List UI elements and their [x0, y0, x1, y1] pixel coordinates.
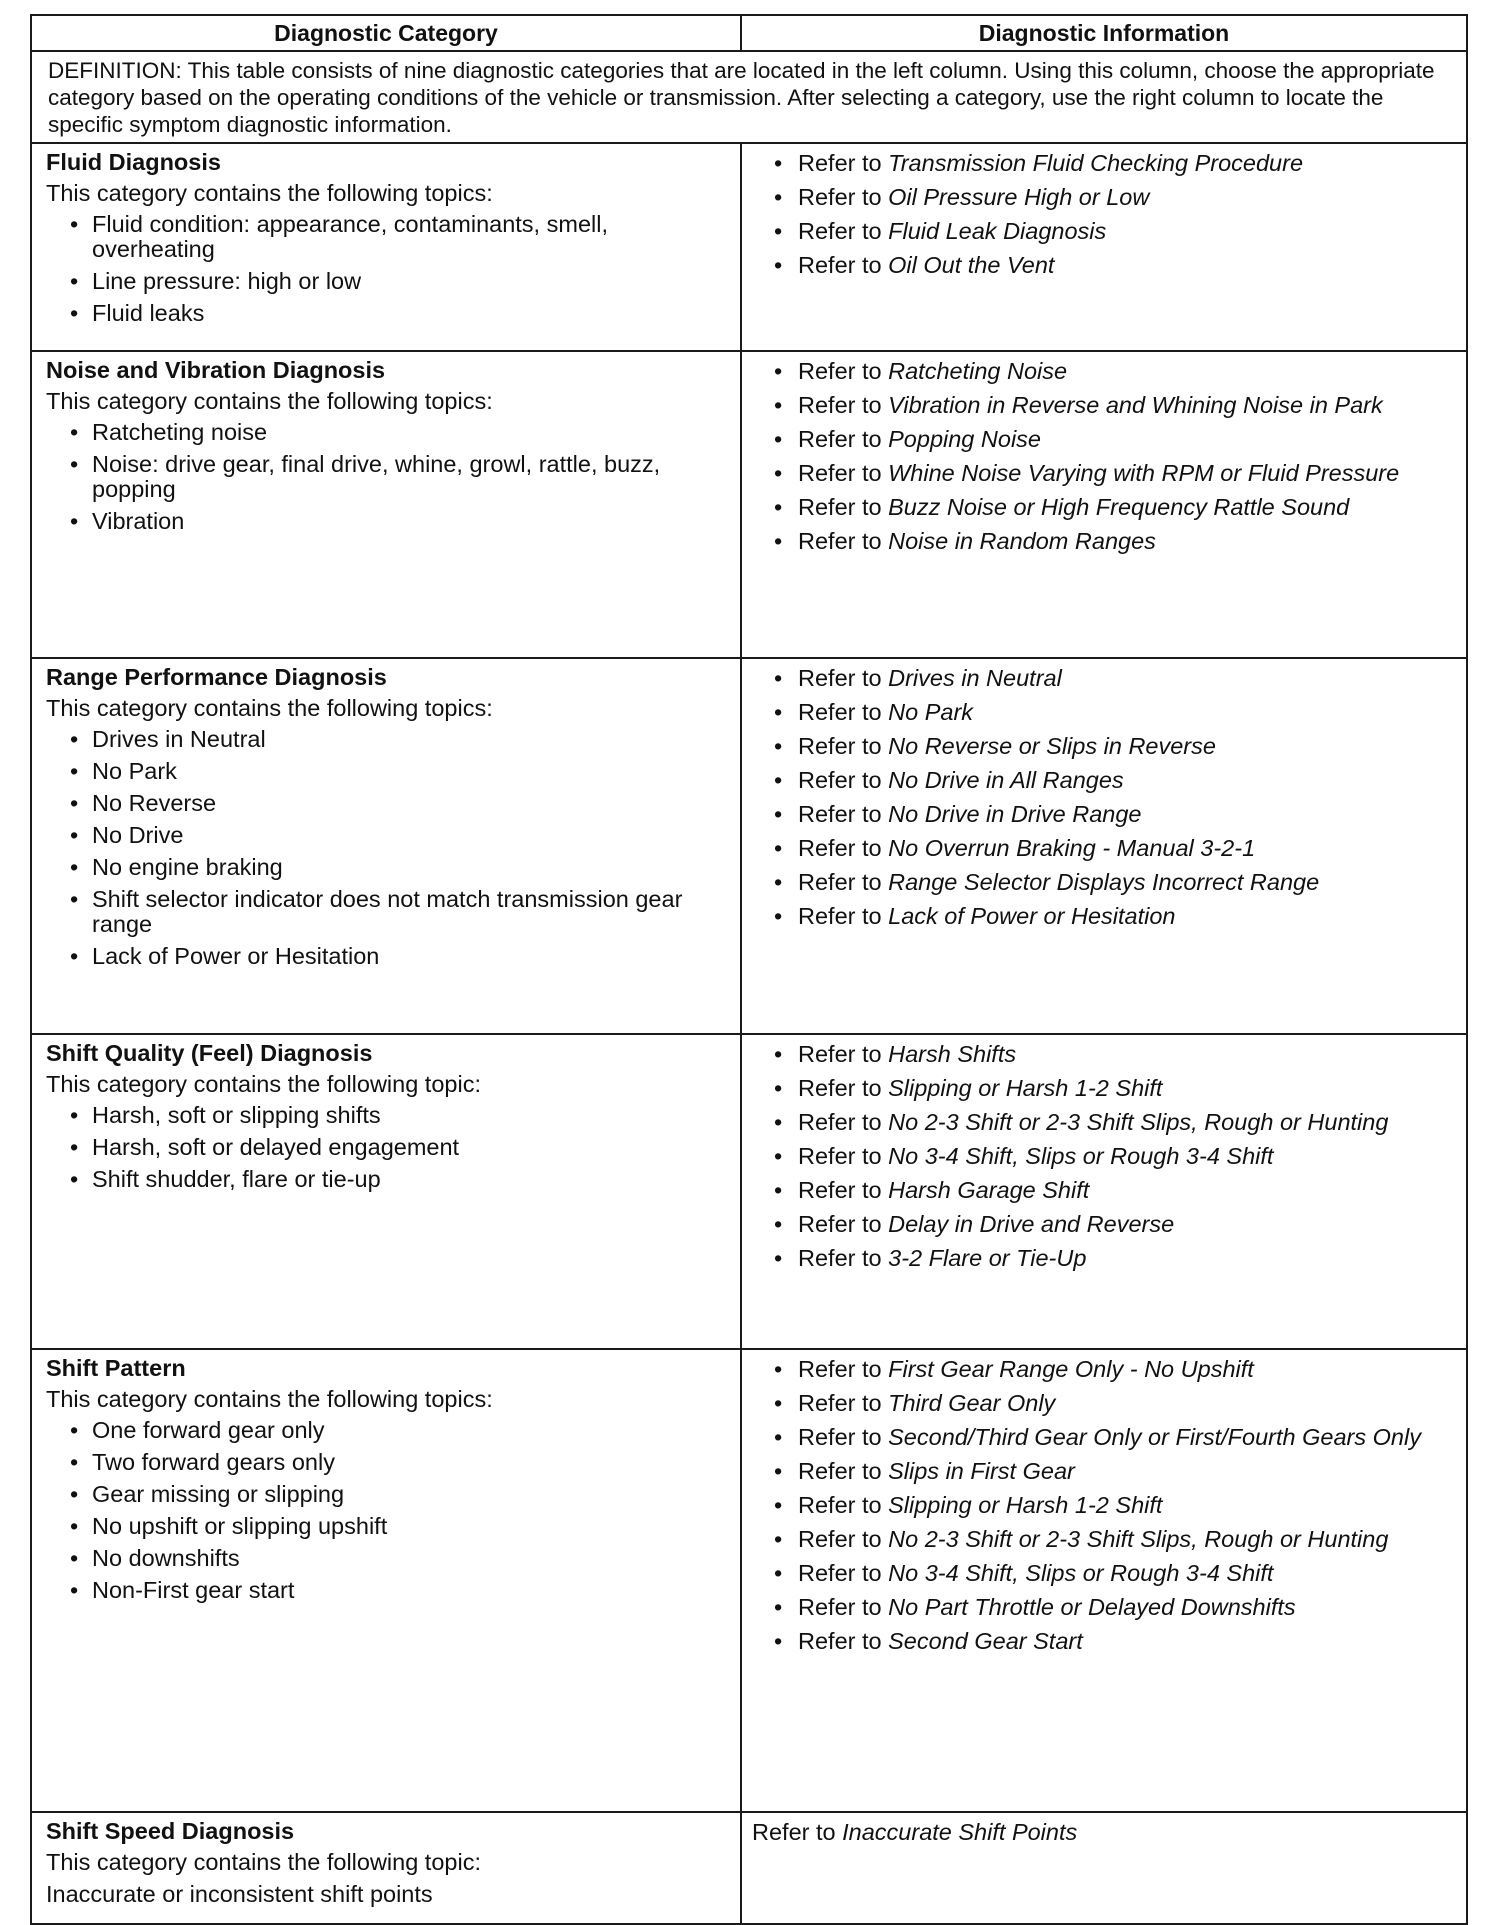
ref-prefix: Refer to [798, 1458, 889, 1484]
list-item [772, 801, 1456, 827]
ref-prefix: Refer to [798, 903, 889, 929]
list-item: • Fluid leaks [46, 301, 730, 326]
topic-list [46, 1418, 730, 1603]
ref-prefix: Refer to [798, 1356, 889, 1382]
list-item: • No engine braking [46, 855, 730, 880]
header-diagnostic-category: Diagnostic Category [31, 15, 741, 51]
table-row [31, 143, 1467, 351]
list-item [772, 358, 1456, 384]
ref-prefix: Refer to [798, 358, 889, 384]
ref-prefix: Refer to [798, 184, 889, 210]
ref-prefix: Refer to [798, 252, 889, 278]
list-item [772, 767, 1456, 793]
ref-link[interactable]: No Park [888, 699, 974, 725]
ref-link[interactable]: No Part Throttle or Delayed Downshifts [888, 1594, 1296, 1620]
list-item [772, 1424, 1456, 1450]
topic-list [46, 212, 730, 326]
list-item [772, 1177, 1456, 1203]
list-item: • Harsh, soft or delayed engagement [46, 1135, 730, 1160]
ref-link[interactable]: First Gear Range Only - No Upshift [888, 1356, 1254, 1382]
list-item [772, 869, 1456, 895]
topic-list [46, 727, 730, 969]
header-diagnostic-information: Diagnostic Information [741, 15, 1467, 51]
list-item: • No downshifts [46, 1546, 730, 1571]
list-item [772, 460, 1456, 486]
list-item [772, 528, 1456, 554]
table-row [31, 1034, 1467, 1349]
ref-prefix: Refer to [798, 1594, 889, 1620]
ref-prefix: Refer to [798, 733, 889, 759]
table-row [31, 1812, 1467, 1924]
list-item: • Noise: drive gear, final drive, whine, growl, rattle, buzz, popping [46, 452, 730, 502]
ref-prefix: Refer to [798, 767, 889, 793]
category-intro: This category contains the following topics: [46, 695, 493, 721]
ref-link[interactable]: No Drive in Drive Range [888, 801, 1142, 827]
ref-link[interactable]: No Overrun Braking - Manual 3-2-1 [888, 835, 1256, 861]
ref-link[interactable]: Fluid Leak Diagnosis [888, 218, 1107, 244]
ref-prefix: Refer to [798, 1560, 889, 1586]
info-cell [741, 143, 1467, 351]
info-cell [741, 1349, 1467, 1812]
ref-link[interactable]: Ratcheting Noise [888, 358, 1068, 384]
list-item [772, 1390, 1456, 1416]
ref-prefix: Refer to [798, 1075, 889, 1101]
list-item [772, 252, 1456, 278]
info-cell [741, 1034, 1467, 1349]
category-intro: This category contains the following topics: [46, 388, 493, 414]
ref-link[interactable]: Range Selector Displays Incorrect Range [888, 869, 1320, 895]
category-cell [31, 143, 741, 351]
list-item: • Fluid condition: appearance, contaminants, smell, overheating [46, 212, 730, 262]
ref-link[interactable]: Slips in First Gear [888, 1458, 1075, 1484]
ref-prefix: Refer to [798, 150, 889, 176]
list-item: • Drives in Neutral [46, 727, 730, 752]
reference-list [772, 150, 1456, 278]
ref-prefix: Refer to [798, 1041, 889, 1067]
list-item: • Two forward gears only [46, 1450, 730, 1475]
definition-text: DEFINITION: This table consists of nine diagnostic categories that are located in the left column. Using this column, choose the appropriate category based on the operating conditions of the vehicle or transmission. After selecting a category, use the right column to locate the specific symptom diagnostic information. [31, 51, 1467, 143]
table-row [31, 1349, 1467, 1812]
list-item: • Line pressure: high or low [46, 269, 730, 294]
info-cell [741, 658, 1467, 1034]
definition-row [31, 51, 1467, 143]
ref-link[interactable]: Buzz Noise or High Frequency Rattle Sound [888, 494, 1350, 520]
list-item [772, 184, 1456, 210]
list-item [772, 733, 1456, 759]
list-item: • Ratcheting noise [46, 420, 730, 445]
ref-link[interactable]: Noise in Random Ranges [888, 528, 1156, 554]
diagnostic-table [30, 14, 1468, 1925]
ref-prefix: Refer to [798, 699, 889, 725]
ref-link[interactable]: No Drive in All Ranges [888, 767, 1124, 793]
category-cell [31, 658, 741, 1034]
ref-prefix: Refer to [798, 426, 889, 452]
list-item [772, 1245, 1456, 1271]
category-intro: This category contains the following topic: [46, 1071, 481, 1097]
ref-link[interactable]: Oil Pressure High or Low [888, 184, 1150, 210]
category-cell [31, 351, 741, 658]
list-item [772, 665, 1456, 691]
ref-link[interactable]: Inaccurate Shift Points [842, 1819, 1078, 1845]
category-topic: Inaccurate or inconsistent shift points [46, 1881, 433, 1907]
table-row [31, 658, 1467, 1034]
ref-link[interactable]: Slipping or Harsh 1-2 Shift [888, 1075, 1163, 1101]
ref-prefix: Refer to [798, 835, 889, 861]
list-item [772, 1526, 1456, 1552]
list-item [772, 150, 1456, 176]
ref-link[interactable]: No 3-4 Shift, Slips or Rough 3-4 Shift [888, 1143, 1274, 1169]
reference-line [752, 1817, 1456, 1847]
category-intro: This category contains the following topic: [46, 1849, 481, 1875]
list-item: • One forward gear only [46, 1418, 730, 1443]
list-item [772, 1492, 1456, 1518]
topic-list [46, 420, 730, 534]
ref-link[interactable]: No 2-3 Shift or 2-3 Shift Slips, Rough or Hunting [888, 1526, 1389, 1552]
table-header-row [31, 15, 1467, 51]
ref-link[interactable]: Third Gear Only [888, 1390, 1056, 1416]
list-item: • Harsh, soft or slipping shifts [46, 1103, 730, 1128]
category-cell [31, 1034, 741, 1349]
list-item [772, 494, 1456, 520]
list-item [772, 218, 1456, 244]
list-item [772, 1594, 1456, 1620]
ref-link[interactable]: Lack of Power or Hesitation [888, 903, 1176, 929]
ref-link[interactable]: Drives in Neutral [888, 665, 1062, 691]
ref-link[interactable]: Popping Noise [888, 426, 1041, 452]
list-item [772, 1041, 1456, 1067]
list-item: • No Drive [46, 823, 730, 848]
list-item [772, 1075, 1456, 1101]
list-item [772, 835, 1456, 861]
list-item [772, 1143, 1456, 1169]
ref-prefix: Refer to [798, 869, 889, 895]
ref-link[interactable]: Slipping or Harsh 1-2 Shift [888, 1492, 1163, 1518]
ref-link[interactable]: Whine Noise Varying with RPM or Fluid Pressure [888, 460, 1400, 486]
category-title: Shift Quality (Feel) Diagnosis [46, 1040, 373, 1066]
ref-link[interactable]: Harsh Shifts [888, 1041, 1017, 1067]
list-item: • Shift selector indicator does not match transmission gear range [46, 887, 730, 937]
list-item [772, 903, 1456, 929]
ref-prefix: Refer to [798, 665, 889, 691]
table-row [31, 351, 1467, 658]
ref-prefix: Refer to [798, 1177, 889, 1203]
list-item: • Non-First gear start [46, 1578, 730, 1603]
list-item: • Lack of Power or Hesitation [46, 944, 730, 969]
category-cell [31, 1349, 741, 1812]
info-cell [741, 351, 1467, 658]
ref-prefix: Refer to [798, 1424, 889, 1450]
ref-link[interactable]: Vibration in Reverse and Whining Noise in Park [888, 392, 1383, 418]
list-item [772, 1628, 1456, 1654]
category-intro: This category contains the following topics: [46, 180, 493, 206]
category-title: Shift Speed Diagnosis [46, 1818, 295, 1844]
list-item [772, 699, 1456, 725]
ref-link[interactable]: No 2-3 Shift or 2-3 Shift Slips, Rough or Hunting [888, 1109, 1389, 1135]
ref-prefix: Refer to [798, 460, 889, 486]
reference-list [772, 1041, 1456, 1271]
reference-list [772, 1356, 1456, 1654]
category-title: Noise and Vibration Diagnosis [46, 357, 386, 383]
topic-list [46, 1103, 730, 1192]
ref-prefix: Refer to [798, 1390, 889, 1416]
list-item: • Vibration [46, 509, 730, 534]
ref-prefix: Refer to [752, 1819, 843, 1845]
ref-link[interactable]: No Reverse or Slips in Reverse [888, 733, 1216, 759]
category-cell [31, 1812, 741, 1924]
category-intro: This category contains the following topics: [46, 1386, 493, 1412]
ref-link[interactable]: Harsh Garage Shift [888, 1177, 1090, 1203]
ref-prefix: Refer to [798, 1109, 889, 1135]
ref-link[interactable]: Transmission Fluid Checking Procedure [888, 150, 1304, 176]
ref-prefix: Refer to [798, 494, 889, 520]
list-item: • No upshift or slipping upshift [46, 1514, 730, 1539]
ref-link[interactable]: Oil Out the Vent [888, 252, 1055, 278]
ref-link[interactable]: 3-2 Flare or Tie-Up [888, 1245, 1087, 1271]
ref-prefix: Refer to [798, 392, 889, 418]
reference-list [772, 665, 1456, 929]
category-title: Shift Pattern [46, 1355, 186, 1381]
ref-prefix: Refer to [798, 218, 889, 244]
category-title: Range Performance Diagnosis [46, 664, 387, 690]
ref-prefix: Refer to [798, 1143, 889, 1169]
list-item: • No Reverse [46, 791, 730, 816]
info-cell [741, 1812, 1467, 1924]
category-title: Fluid Diagnosis [46, 149, 221, 175]
ref-link[interactable]: Delay in Drive and Reverse [888, 1211, 1175, 1237]
list-item [772, 1211, 1456, 1237]
list-item: • Shift shudder, flare or tie-up [46, 1167, 730, 1192]
ref-prefix: Refer to [798, 1628, 889, 1654]
list-item [772, 1356, 1456, 1382]
ref-link[interactable]: No 3-4 Shift, Slips or Rough 3-4 Shift [888, 1560, 1274, 1586]
ref-prefix: Refer to [798, 1526, 889, 1552]
list-item: • Gear missing or slipping [46, 1482, 730, 1507]
ref-link[interactable]: Second Gear Start [888, 1628, 1083, 1654]
ref-prefix: Refer to [798, 1492, 889, 1518]
ref-link[interactable]: Second/Third Gear Only or First/Fourth Gears Only [888, 1424, 1421, 1450]
list-item: • No Park [46, 759, 730, 784]
diagnostic-table-page [30, 14, 1466, 1925]
ref-prefix: Refer to [798, 528, 889, 554]
ref-prefix: Refer to [798, 801, 889, 827]
list-item [772, 1560, 1456, 1586]
list-item [772, 392, 1456, 418]
reference-list [772, 358, 1456, 554]
list-item [772, 426, 1456, 452]
ref-prefix: Refer to [798, 1211, 889, 1237]
list-item [772, 1458, 1456, 1484]
ref-prefix: Refer to [798, 1245, 889, 1271]
list-item [772, 1109, 1456, 1135]
